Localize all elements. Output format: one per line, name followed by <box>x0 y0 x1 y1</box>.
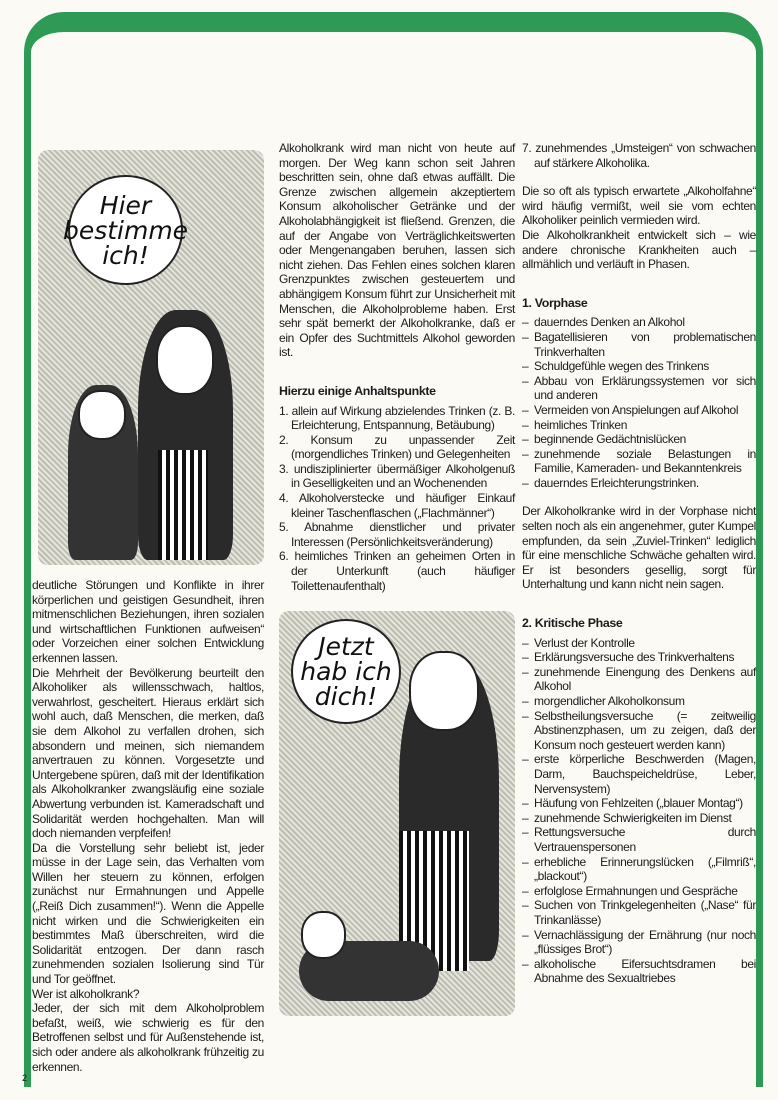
cartoon-illustration-boss <box>38 150 264 565</box>
list-item: – erfolglose Ermahnungen und Gespräche <box>522 884 756 899</box>
speech-bubble-text: Hier bestimme ich! <box>62 190 189 270</box>
face-boss <box>156 325 214 395</box>
list-item: – morgendlicher Alkoholkonsum <box>522 694 756 709</box>
paragraph: deutliche Störungen und Konflikte in ihrer körperlichen und geistigen Gesundheit, ihren mitmenschlichen Beziehungen, ihren sozialen und wirtschaftlichen Funktionen aufweisen“ oder Vorzeichen einer solchen Entwicklung erkennen lassen. <box>32 578 264 665</box>
list-item: – erste körperliche Beschwerden (Magen, Darm, Bauchspeicheldrüse, Leber, Nervensystem) <box>522 752 756 796</box>
paragraph: Die Alkoholkrankheit entwickelt sich – wie andere chronische Krankheiten auch – allmählich und verläuft in Phasen. <box>522 227 756 272</box>
face-subordinate <box>78 390 126 440</box>
striped-trousers <box>158 450 208 560</box>
list-item: 3. undisziplinierter übermäßiger Alkoholgenuß in Geselligkeiten und an Wochenenden <box>279 461 515 491</box>
list-item: – Abbau von Erklärungssystemen vor sich und anderen <box>522 374 756 403</box>
paragraph: Die Mehrheit der Bevölkerung beurteilt den Alkoholiker als willensschwach, haltlos, verwahrlost, gescheitert. Hieraus erklärt sich wohl auch, daß Menschen, die merken, daß sie dem Alkohol zu verfallen drohen, sich absondern und meinen, sich niemandem anvertrauen zu können. Vorgesetzte und Untergebene spüren, daß mit der Identifikation als Alkoholkranker zwangsläufig eine soziale Abwertung verbunden ist. Kameradschaft und Solidarität werden hochgehalten. Man will doch niemanden verpfeifen! <box>32 665 264 841</box>
paragraph: Der Alkoholkranke wird in der Vorphase nicht selten noch als ein angenehmer, guter Kumpel empfunden, da sein „Zuviel-Trinken“ lediglich für eine menschliche Schwäche gehalten wird. Er ist besonders gesellig, sorgt für Unterhaltung und kann nicht nein sagen. <box>522 504 756 592</box>
list-item: – Bagatellisieren von problematischen Trinkverhalten <box>522 330 756 359</box>
indicator-list <box>279 404 515 594</box>
paragraph: Da die Vorstellung sehr beliebt ist, jeder müsse in der Lage sein, das Verhalten vom Willen her steuern zu können, erfolgen zunächst nur Ermahnungen und Appelle („Reiß Dich zusammen!“). Wenn die Appelle nicht wirken und die Schwierigkeiten ein bestimmtes Maß überschreiten, wird die Solidarität entzogen. Der dann rasch zunehmenden sozialen Isolierung sind Tür und Tor geöffnet. <box>32 840 264 987</box>
section-heading: Hierzu einige Anhaltspunkte <box>279 383 436 398</box>
list-item: 4. Alkoholverstecke und häufiger Einkauf kleiner Taschenflaschen („Flachmänner“) <box>279 491 515 520</box>
list-item: – Suchen von Trinkgelegenheiten („Nase“ für Trinkanlässe) <box>522 898 756 927</box>
list-item: – dauerndes Denken an Alkohol <box>522 315 756 330</box>
list-item: – Rettungsversuche durch Vertrauenspersonen <box>522 825 756 854</box>
face-boss <box>409 651 479 731</box>
paragraph: Jeder, der sich mit dem Alkoholproblem befaßt, weiß, wie schwierig es für den Betroffenen selbst und für Außenstehende ist, sich oder andere als alkoholkrank frühzeitig zu erkennen. <box>32 1001 264 1074</box>
list-item: – zunehmende soziale Belastungen in Familie, Kameraden- und Bekanntenkreis <box>522 447 756 476</box>
page-number: 2 <box>22 1073 28 1083</box>
paragraph: Die so oft als typisch erwartete „Alkoholfahne“ wird häufig vermißt, weil sie vom echten Alkoholiker peinlich vermieden wird. <box>522 184 756 228</box>
speech-bubble-text: Jetzt hab ich dich! <box>300 632 392 712</box>
list-item: – zunehmende Schwierigkeiten im Dienst <box>522 811 756 826</box>
column-middle <box>279 141 515 1016</box>
list-item: – dauerndes Erleichterungstrinken. <box>522 476 756 491</box>
section-heading: 2. Kritische Phase <box>522 616 623 631</box>
list-item: – beginnende Gedächtnislücken <box>522 432 756 447</box>
list-item: – Vernachlässigung der Ernährung (nur noch „flüssiges Brot“) <box>522 928 756 957</box>
list-item: 5. Abnahme dienstlicher und privater Interessen (Persönlichkeitsveränderung) <box>279 520 515 549</box>
cartoon-illustration-caught <box>279 611 515 1016</box>
section-heading: 1. Vorphase <box>522 295 588 310</box>
phase2-list <box>522 636 756 986</box>
list-item: – zunehmende Einengung des Denkens auf Alkohol <box>522 665 756 694</box>
face-lying <box>301 911 346 959</box>
list-item: – Selbstheilungsversuche (= zeitweilig Abstinenzphasen, um zu zeigen, daß der Konsum noch gesteuert werden kann) <box>522 709 756 753</box>
column-right <box>522 141 756 986</box>
paragraph: Wer ist alkoholkrank? <box>32 986 140 1001</box>
phase1-list <box>522 315 756 490</box>
list-item: – alkoholische Eifersuchtsdramen bei Abnahme des Sexualtriebes <box>522 957 756 986</box>
list-item: 1. allein auf Wirkung abzielendes Trinken (z. B. Erleichterung, Entspannung, Betäubung) <box>279 403 515 433</box>
list-item: – heimliches Trinken <box>522 418 756 433</box>
speech-bubble <box>291 619 401 724</box>
speech-bubble <box>62 175 189 285</box>
list-item: – Häufung von Fehlzeiten („blauer Montag“) <box>522 796 756 811</box>
list-item: – Erklärungsversuche des Trinkverhaltens <box>522 650 756 665</box>
column-left <box>32 578 264 1074</box>
list-item: – Schuldgefühle wegen des Trinkens <box>522 359 756 374</box>
list-item: – Vermeiden von Anspielungen auf Alkohol <box>522 403 756 418</box>
list-item: – erhebliche Erinnerungslücken („Filmriß“, „blackout“) <box>522 855 756 884</box>
paragraph: Alkoholkrank wird man nicht von heute auf morgen. Der Weg kann schon seit Jahren beschritten sein, ohne daß etwas auffällt. Die Grenze zwischen allgemein akzeptiertem Konsum alkoholischer Getränke und der Alkoholabhängigkeit ist fließend. Grenzen, die auf der Angabe von Verträglichkeitswerten oder Mengenangaben beruhen, lassen sich nicht ziehen. Das Fehlen eines solchen klaren Grenzpunktes zwischen gesteuertem und abhängigem Konsum führt zur Unsicherheit mit Menschen, die Alkoholprobleme haben. Erst sehr spät bemerkt der Alkoholkranke, daß er ein Opfer des Suchtmittels Alkohol geworden ist. <box>279 141 515 360</box>
list-item: 2. Konsum zu unpassender Zeit (morgendliches Trinken) und Gelegenheiten <box>279 432 515 462</box>
list-item: 7. zunehmendes „Umsteigen“ von schwachen auf stärkere Alkoholika. <box>522 141 756 170</box>
list-item: 6. heimliches Trinken an geheimen Orten in der Unterkunft (auch häufiger Toilettenaufenthalt) <box>279 549 515 593</box>
list-item: – Verlust der Kontrolle <box>522 636 756 651</box>
